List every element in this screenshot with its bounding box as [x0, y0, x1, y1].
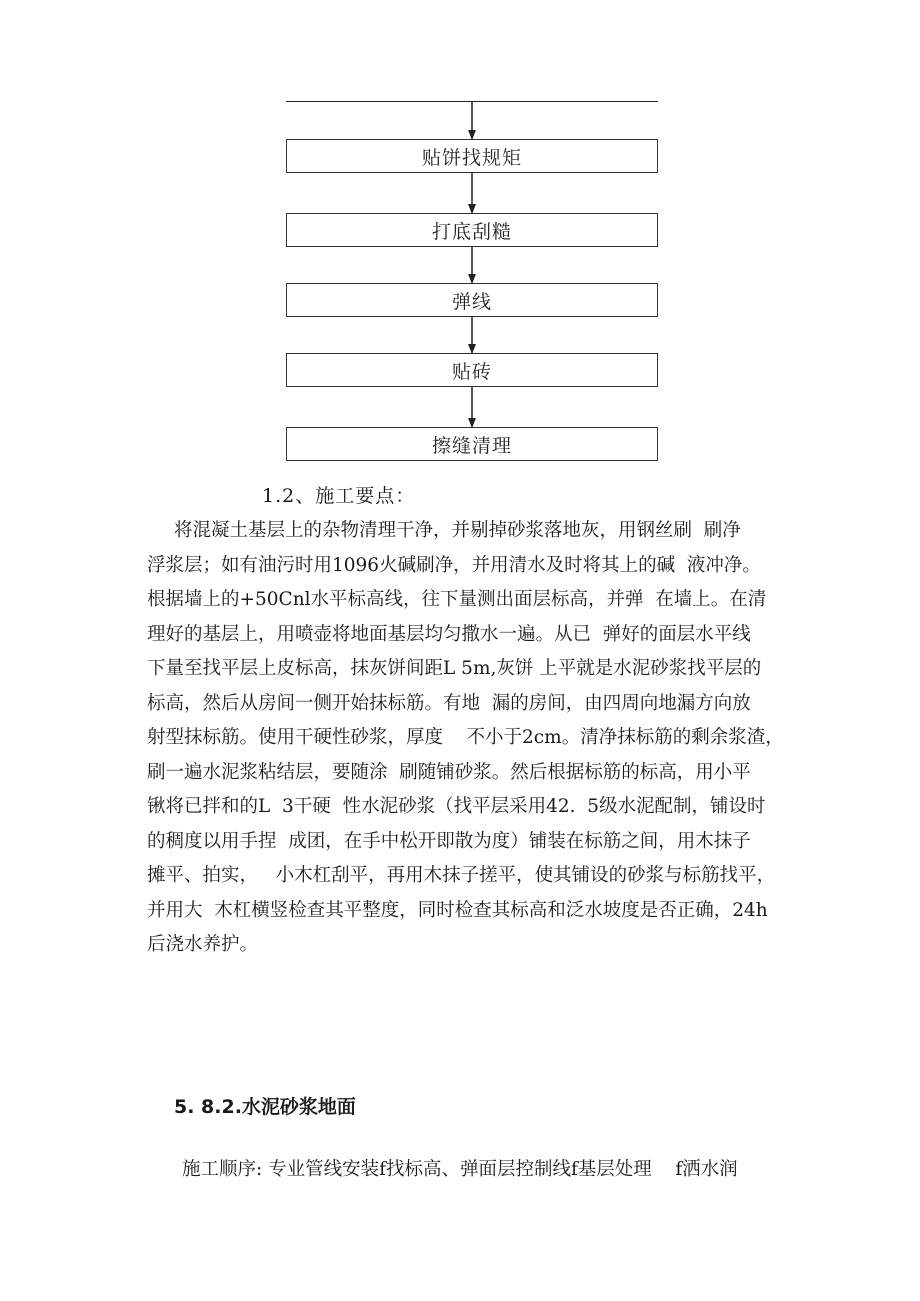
- paragraph-line: 后浇水养护。: [147, 934, 259, 955]
- paragraph-line: 的稠度以用手捏 成团，在手中松开即散为度）铺装在标筋之间，用木抹子: [147, 830, 751, 852]
- paragraph-line: 根据墙上的+50Cnl水平标高线，往下量测出面层标高，并弹 在墙上。在清: [147, 589, 767, 610]
- paragraph-line: 刷一遍水泥浆粘结层，要随涂 刷随铺砂浆。然后根据标筋的标高，用小平: [147, 761, 751, 783]
- paragraph-line: 将混凝土基层上的杂物清理干净，并剔掉砂浆落地灰，用钢丝刷 刷净: [174, 520, 741, 541]
- construction-points-paragraph: [147, 514, 814, 963]
- section-heading-cement-mortar-floor: 5. 8.2.水泥砂浆地面: [174, 1096, 356, 1118]
- paragraph-line: 浮浆层；如有油污时用1096火碱刷净，并用清水及时将其上的碱 液冲净。: [147, 554, 761, 576]
- paragraph-line: 理好的基层上，用喷壶将地面基层均匀撒水一遍。从已 弹好的面层水平线: [147, 623, 751, 645]
- paragraph-line: 锹将已拌和的L 3干硬 性水泥砂浆（找平层采用42. 5级水泥配制，铺设时: [147, 796, 766, 817]
- section-heading-construction-points: 1.2、施工要点：: [262, 485, 416, 507]
- flow-step-4: 贴砖: [286, 353, 658, 387]
- paragraph-line: 摊平、拍实， 小木杠刮平，再用木抹子搓平，使其铺设的砂浆与标筋找平，: [147, 865, 776, 886]
- paragraph-line: 射型抹标筋。使用干硬性砂浆，厚度 不小于2cm。清净抹标筋的剩余浆渣，: [147, 727, 784, 748]
- flow-step-2: 打底刮糙: [286, 213, 658, 247]
- construction-sequence-text: 施工顺序: 专业管线安装f找标高、弹面层控制线f基层处理 f洒水润: [182, 1159, 738, 1180]
- flow-step-1: 贴饼找规矩: [286, 139, 658, 173]
- paragraph-line: 下量至找平层上皮标高，抹灰饼间距L 5m,灰饼 上平就是水泥砂浆找平层的: [147, 658, 762, 679]
- paragraph-line: 标高，然后从房间一侧开始抹标筋。有地 漏的房间，由四周向地漏方向放: [147, 692, 751, 714]
- flow-step-5: 擦缝清理: [286, 427, 658, 461]
- paragraph-line: 并用大 木杠横竖检查其平整度，同时检查其标高和泛水坡度是否正确，24h: [147, 899, 768, 921]
- flow-step-3: 弹线: [286, 283, 658, 317]
